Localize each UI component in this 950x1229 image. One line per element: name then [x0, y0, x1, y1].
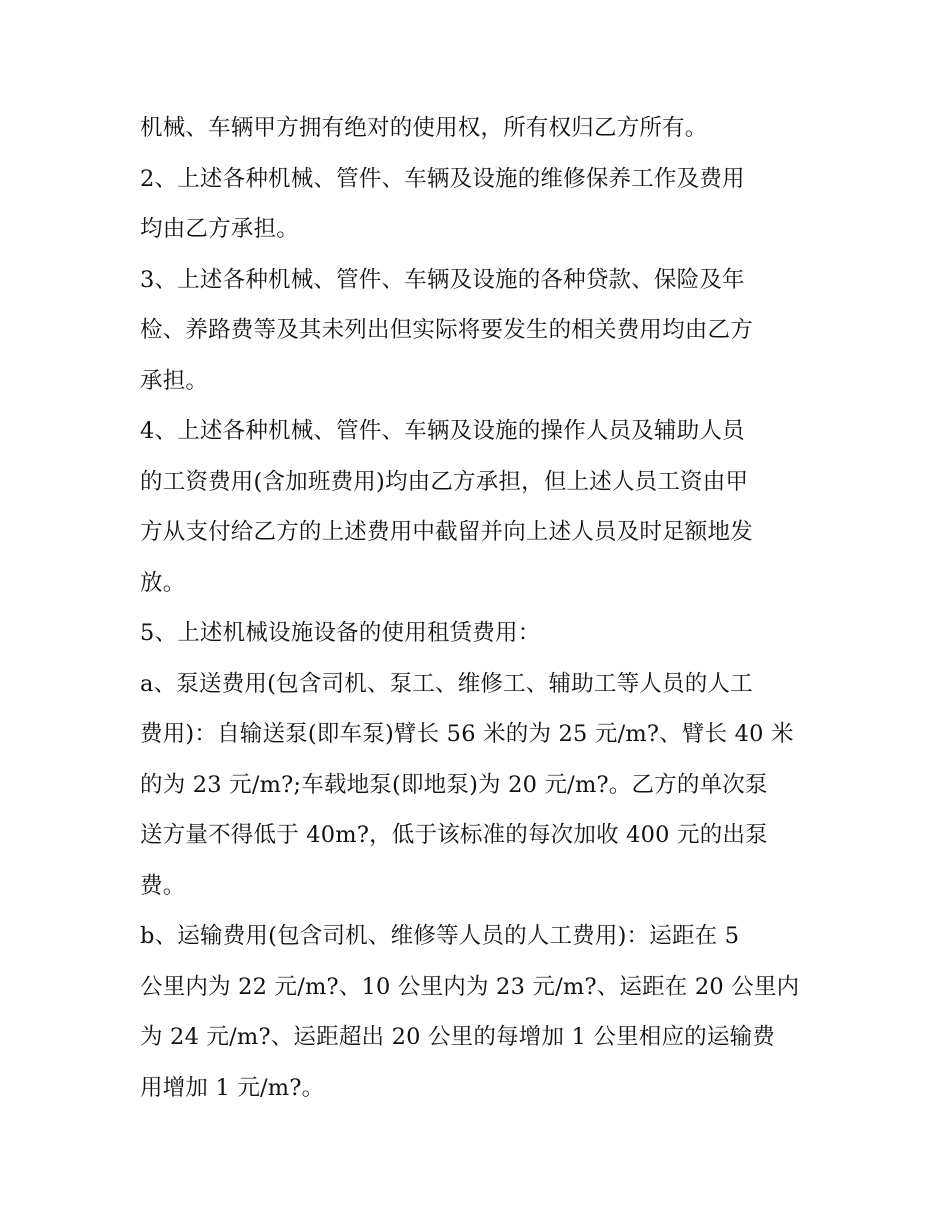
text-line: 费。: [140, 872, 186, 899]
text-line: 费用)：自输送泵(即车泵)臂长 56 米的为 25 元/m?、臂长 40 米: [140, 721, 794, 747]
document-page: [140, 103, 820, 1113]
text-line: 5、上述机械设施设备的使用租赁费用：: [140, 620, 541, 646]
text-line: a、泵送费用(包含司机、泵工、维修工、辅助工等人员的人工: [140, 670, 753, 697]
text-line: 放。: [140, 569, 186, 596]
text-line: 机械、车辆甲方拥有绝对的使用权，所有权归乙方所有。: [140, 115, 708, 141]
text-line: 公里内为 22 元/m?、10 公里内为 23 元/m?、运距在 20 公里内: [140, 973, 800, 1000]
text-line: 的工资费用(含加班费用)均由乙方承担，但上述人员工资由甲: [140, 468, 749, 495]
text-line: 均由乙方承担。: [140, 216, 299, 242]
text-line: 用增加 1 元/m?。: [140, 1074, 325, 1101]
text-line: 2、上述各种机械、管件、车辆及设施的维修保养工作及费用: [140, 165, 745, 192]
text-line: 方从支付给乙方的上述费用中截留并向上述人员及时足额地发: [140, 519, 753, 545]
text-line: 为 24 元/m?、运距超出 20 公里的每增加 1 公里相应的运输费: [140, 1024, 775, 1050]
text-line: 3、上述各种机械、管件、车辆及设施的各种贷款、保险及年: [140, 266, 745, 293]
text-line: 4、上述各种机械、管件、车辆及设施的操作人员及辅助人员: [140, 418, 745, 444]
text-line: 承担。: [140, 367, 209, 394]
text-line: 的为 23 元/m?;车载地泵(即地泵)为 20 元/m?。乙方的单次泵: [140, 771, 768, 798]
text-line: 检、养路费等及其未列出但实际将要发生的相关费用均由乙方: [140, 317, 753, 343]
text-line: b、运输费用(包含司机、维修等人员的人工费用)：运距在 5: [140, 923, 740, 949]
text-line: 送方量不得低于 40m?，低于该标准的每次加收 400 元的出泵: [140, 822, 768, 848]
